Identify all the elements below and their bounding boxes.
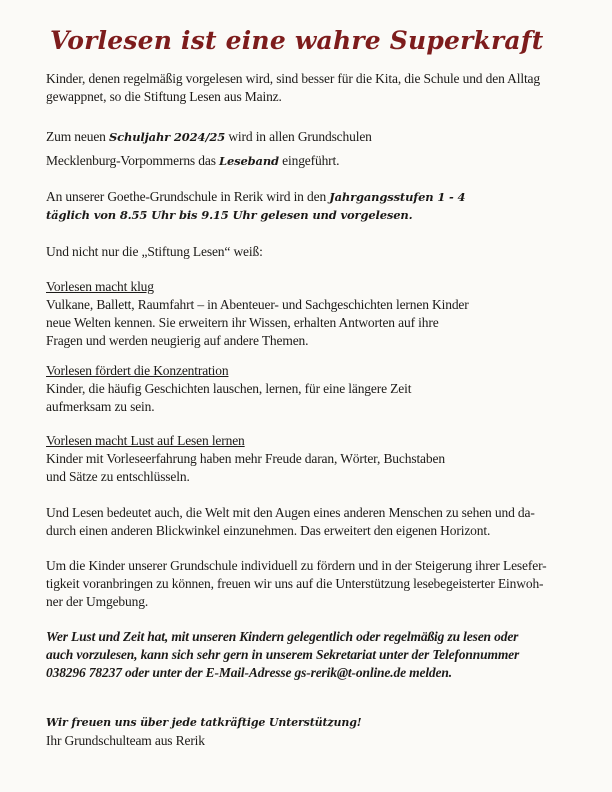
section-heading: Vorlesen macht Lust auf Lesen lernen [46, 433, 245, 448]
closing [46, 714, 594, 750]
stiftung-line: Und nicht nur die „Stiftung Lesen“ weiß: [46, 244, 263, 259]
goethe-handwritten: Jahrgangsstufen 1 - 4 [329, 190, 466, 204]
section-heading: Vorlesen macht klug [46, 279, 154, 294]
contact-line: Wer Lust und Zeit hat, mit unseren Kindern gelegentlich oder regelmäßig zu lesen oder [46, 629, 519, 644]
horizont-paragraph [46, 504, 594, 540]
section-line: Kinder, die häufig Geschichten lauschen, lernen, für eine längere Zeit [46, 381, 412, 396]
page-title: Vorlesen ist eine wahre Superkraft [50, 26, 544, 55]
section-line: neue Welten kennen. Sie erweitern ihr Wissen, erhalten Antworten auf ihre [46, 315, 439, 330]
section-lust [46, 432, 594, 486]
goethe-paragraph [46, 188, 594, 224]
contact-line: auch vorzulesen, kann sich sehr gern in unserem Sekretariat unter der Telefonnummer [46, 647, 520, 662]
support-line: ner der Umgebung. [46, 594, 149, 609]
section-line: aufmerksam zu sein. [46, 399, 155, 414]
leseband-handwritten: Leseband [219, 154, 279, 168]
horizont-line: Und Lesen bedeutet auch, die Welt mit den Augen eines anderen Menschen zu sehen und da- [46, 505, 535, 520]
intro-line: Kinder, denen regelmäßig vorgelesen wird, sind besser für die Kita, die Schule und den Alltag [46, 71, 541, 86]
closing-handwritten: Wir freuen uns über jede tatkräftige Unterstützung! [46, 716, 362, 729]
section-line: Vulkane, Ballett, Raumfahrt – in Abenteuer- und Sachgeschichten lernen Kinder [46, 297, 469, 312]
schuljahr-line [46, 128, 594, 146]
horizont-line: durch einen anderen Blickwinkel einzunehmen. Das erweitert den eigenen Horizont. [46, 523, 491, 538]
intro-paragraph [46, 70, 594, 106]
schuljahr-paragraph [46, 128, 594, 170]
section-line: und Sätze zu entschlüsseln. [46, 469, 190, 484]
section-line: Kinder mit Vorleseerfahrung haben mehr Freude daran, Wörter, Buchstaben [46, 451, 445, 466]
section-konzentration [46, 362, 594, 416]
support-line: Um die Kinder unserer Grundschule individuell zu fördern und in der Steigerung ihrer Lesefer- [46, 558, 547, 573]
schuljahr-text: wird in allen Grundschulen [225, 129, 372, 144]
schuljahr-handwritten: Schuljahr 2024/25 [108, 130, 226, 144]
goethe-handwritten-line: täglich von 8.55 Uhr bis 9.15 Uhr gelesen und vorgelesen. [46, 208, 413, 222]
section-line: Fragen und werden neugierig auf andere Themen. [46, 333, 309, 348]
contact-line: 038296 78237 oder unter der E-Mail-Adresse gs-rerik@t-online.de melden. [46, 665, 452, 680]
intro-line: gewappnet, so die Stiftung Lesen aus Mainz. [46, 89, 282, 104]
support-paragraph [46, 557, 594, 611]
schuljahr-text: eingeführt. [278, 153, 340, 168]
contact-paragraph [46, 628, 594, 682]
support-line: tigkeit voranbringen zu können, freuen wir uns auf die Unterstützung lesebegeisterter Einwoh- [46, 576, 544, 591]
goethe-line [46, 188, 594, 206]
schuljahr-line [46, 152, 594, 170]
closing-team: Ihr Grundschulteam aus Rerik [46, 733, 205, 748]
goethe-text: An unserer Goethe-Grundschule in Rerik wird in den [46, 189, 330, 204]
schuljahr-text: Zum neuen [46, 129, 109, 144]
schuljahr-text: Mecklenburg-Vorpommerns das [46, 153, 220, 168]
section-heading: Vorlesen fördert die Konzentration [46, 363, 229, 378]
section-klug [46, 278, 594, 350]
